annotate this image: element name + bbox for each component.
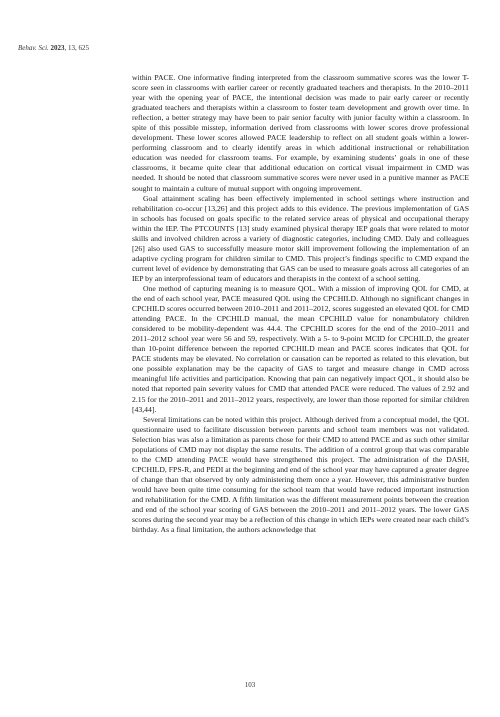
body-text	[132, 73, 469, 535]
journal-year: 2023	[50, 44, 65, 52]
paragraph-limitations: Several limitations can be noted within this project. Although derived from a conceptual model, the QOL questionnaire used to facilitate discussion between parents and school team members was not validated. Selection bias was also a limitation as parents chose for their CMD to attend PACE and as such other similar populations of CMD may not display the same results. The addition of a control group that was comparable to the CMD attending PACE would have strengthened this project. The administration of the DASH, CPCHILD, FPS-R, and PEDI at the beginning and end of the school year may have captured a greater degree of change than that observed by only administering them once a year. However, this administrative burden would have been quite time consuming for the school team that would have reduced important instruction and rehabilitation for the CMD. A fifth limitation was the different measurement points between the creation and end of the school year scoring of GAS between the 2010–2011 and 2011–2012 years. The lower GAS scores during the second year may be a reflection of this change in which IEPs were created near each child’s birthday. As a final limitation, the authors acknowledge that	[132, 414, 469, 535]
paragraph-continued: within PACE. One informative finding interpreted from the classroom summative scores was the lower T-score seen in classrooms with earlier career or recently graduated teachers and therapists. In the 2010–2011 year with the opening year of PACE, the intentional decision was made to pair early career or recently graduated teachers and therapists within a classroom to foster team development and growth over time. In reflection, a better strategy may have been to pair senior faculty with junior faculty within a classroom. In spite of this possible misstep, information derived from classrooms with lower scores drove professional development. These lower scores allowed PACE leadership to reflect on all student goals within a lower-performing classroom and to clearly identify areas in which additional instructional or rehabilitation education was needed for classroom teams. For example, by examining students’ goals in one of these classrooms, it became quite clear that additional education on cortical visual impairment in CMD was needed. It should be noted that classroom summative scores were never used in a punitive manner as PACE sought to maintain a culture of mutual support with ongoing improvement.	[132, 73, 469, 193]
paragraph-qol: One method of capturing meaning is to measure QOL. With a mission of improving QOL for CMD, at the end of each school year, PACE measured QOL using the CPCHILD. Although no significant changes in CPCHILD scores occurred between 2010–2011 and 2011–2012, scores suggested an elevated QOL for CMD attending PACE. In the CPCHILD manual, the mean CPCHILD value for nonambulatory children considered to be mobility-dependent was 44.4. The CPCHILD scores for the end of the 2010–2011 and 2011–2012 school year were 56 and 59, respectively. With a 5- to 9-point MCID for CPCHILD, the greater than 10-point difference between the reported CPCHILD mean and PACE scores indicates that QOL for PACE students may be elevated. No correlation or causation can be reported as related to this elevation, but one possible explanation may be the capacity of GAS to target and measure change in CMD across meaningful life activities and participation. Knowing that pain can negatively impact QOL, it should also be noted that reported pain severity values for CMD that attended PACE were reduced. The values of 2.92 and 2.15 for the 2010–2011 and 2011–2012 years, respectively, are lower than those reported for similar children [43,44].	[132, 283, 469, 414]
page-number: 103	[244, 681, 256, 689]
journal-volume-pages: , 13, 625	[64, 44, 90, 52]
paragraph-gas: Goal attainment scaling has been effectively implemented in school settings where instruction and rehabilitation co-occur [13,26] and this project adds to this evidence. The previous implementation of GAS in schools has focused on goals specific to the related service areas of physical and occupational therapy within the IEP. The PTCOUNTS [13] study examined physical therapy IEP goals that were related to motor skills and involved children across a variety of diagnostic categories, including CMD. Daly and colleagues [26] also used GAS to successfully measure motor skill improvement following the implementation of an adaptive cycling program for children similar to CMD. This project’s findings specific to CMD expand the current level of evidence by demonstrating that GAS can be used to measure goals across all categories of an IEP by an interprofessional team of educators and therapists in the context of a school setting.	[132, 193, 469, 283]
running-header	[18, 44, 89, 52]
journal-name: Behav. Sci.	[18, 44, 49, 52]
